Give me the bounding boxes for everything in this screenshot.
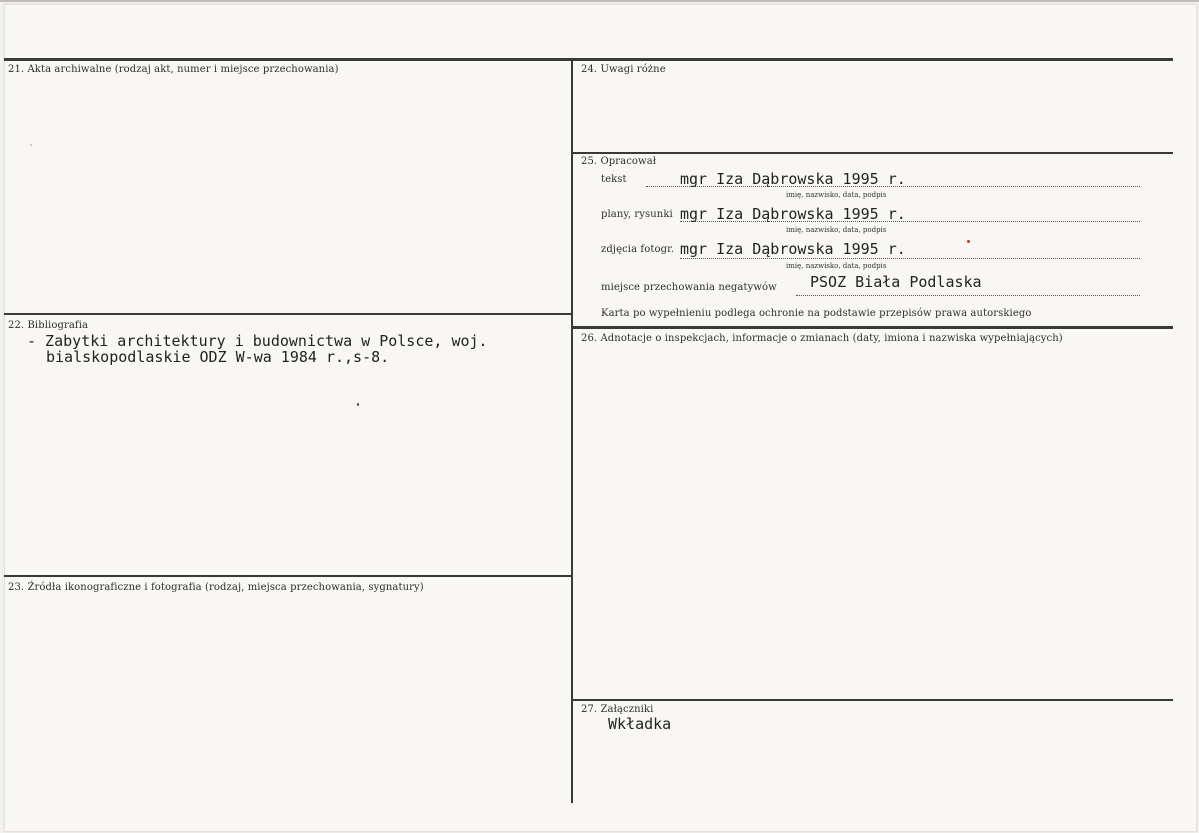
field-25-label: 25. Opracował (581, 156, 657, 167)
plans-author-caption: imię, nazwisko, data, podpis (786, 226, 887, 234)
negatives-location-label: miejsce przechowania negatywów (601, 282, 777, 293)
column-divider (571, 58, 573, 803)
rule-22-left (4, 313, 571, 315)
text-author-label: tekst (601, 174, 627, 185)
text-author-caption: imię, nazwisko, data, podpis (786, 191, 887, 199)
photos-author-line (680, 258, 1140, 259)
photos-author-value: mgr Iza Dąbrowska 1995 r. (680, 240, 906, 258)
negatives-location-line (796, 295, 1140, 296)
field-22-label: 22. Bibliografia (8, 320, 89, 331)
negatives-location-value: PSOZ Biała Podlaska (810, 273, 982, 291)
field-24-label: 24. Uwagi różne (581, 64, 666, 75)
attachments-value: Wkładka (608, 715, 672, 733)
field-23-label: 23. Źródła ikonograficzne i fotografia (rodzaj, miejsca przechowania, sygnatury) (8, 582, 424, 593)
photos-author-label: zdjęcia fotogr. (601, 244, 675, 255)
scan-speck (30, 144, 32, 146)
text-author-value: mgr Iza Dąbrowska 1995 r. (680, 170, 906, 188)
scan-speck (967, 240, 970, 243)
field-21-label: 21. Akta archiwalne (rodzaj akt, numer i miejsce przechowania) (8, 64, 339, 75)
top-edge-line (0, 0, 1199, 2)
copyright-note: Karta po wypełnieniu podlega ochronie na podstawie przepisów prawa autorskiego (601, 308, 1032, 319)
rule-top-left (4, 58, 571, 61)
plans-author-value: mgr Iza Dąbrowska 1995 r. (680, 205, 906, 223)
rule-26-right (573, 326, 1173, 329)
plans-author-label: plany, rysunki (601, 209, 673, 220)
field-27-label: 27. Załączniki (581, 704, 654, 715)
bibliography-line-2: bialskopodlaskie ODZ W-wa 1984 r.,s-8. (46, 348, 390, 366)
photos-author-caption: imię, nazwisko, data, podpis (786, 262, 887, 270)
rule-top-right (573, 58, 1173, 61)
rule-25-right (573, 152, 1173, 154)
field-26-label: 26. Adnotacje o inspekcjach, informacje o zmianach (daty, imiona i nazwiska wypełniających) (581, 333, 1063, 344)
rule-27-right (573, 699, 1173, 701)
bibliography-line-1: - Zabytki architektury i budownictwa w Polsce, woj. (27, 332, 488, 350)
scan-speck (357, 403, 359, 406)
rule-23-left (4, 575, 571, 577)
